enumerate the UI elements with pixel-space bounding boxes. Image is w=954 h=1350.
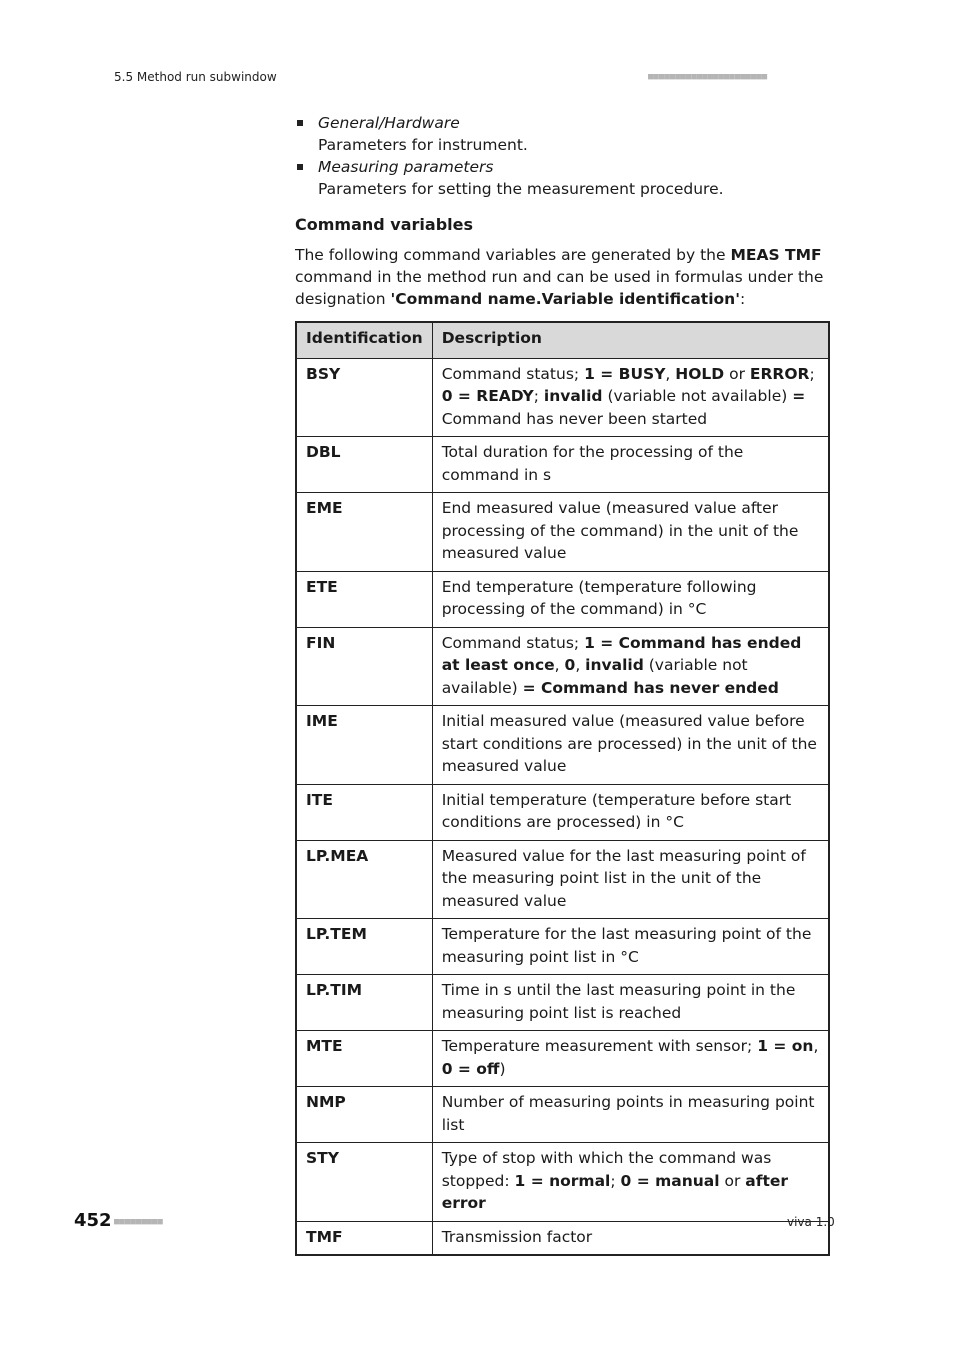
description-text: , <box>813 1037 819 1055</box>
table-row <box>296 1221 829 1255</box>
table-row <box>296 706 829 785</box>
description-emphasis: 1 = on <box>757 1037 814 1055</box>
table-row <box>296 919 829 975</box>
description-text: Temperature for the last measuring point of the measuring point list in °C <box>441 925 812 966</box>
description-text: Time in s until the last measuring point in the measuring point list is reached <box>441 981 796 1022</box>
variable-id: DBL <box>296 437 432 493</box>
command-variables-table <box>295 321 830 1256</box>
table-header-row <box>296 322 829 358</box>
column-header-identification: Identification <box>296 322 432 358</box>
description-text: Command status; <box>441 633 585 652</box>
variable-description <box>432 437 829 493</box>
intro-text: command in the method run and can be used in formulas under the designation <box>295 268 824 308</box>
description-text: or <box>724 364 750 383</box>
intro-text: The following command variables are generated by the <box>295 246 731 264</box>
table-row <box>296 975 829 1031</box>
list-item-term: General/Hardware <box>318 114 460 132</box>
description-emphasis: 1 = BUSY <box>584 364 666 383</box>
description-text: Initial measured value (measured value before start conditions are processed) in the unit of the measured value <box>441 712 817 775</box>
description-emphasis: = <box>792 387 806 405</box>
description-text: , <box>665 364 676 383</box>
table-row <box>296 784 829 840</box>
description-emphasis: 1 = normal <box>514 1171 611 1190</box>
description-text: Number of measuring points in measuring point list <box>441 1093 815 1134</box>
description-text: Total duration for the processing of the command in s <box>441 443 744 484</box>
variable-description <box>432 627 829 706</box>
description-text: ; <box>809 364 815 383</box>
list-item <box>295 156 829 200</box>
description-text: Transmission factor <box>441 1227 593 1246</box>
intro-designation: 'Command name.Variable identification' <box>390 290 740 308</box>
running-header-section: 5.5 Method run subwindow <box>114 70 277 84</box>
description-emphasis: invalid <box>543 387 603 405</box>
intro-command-name: MEAS TMF <box>730 246 822 264</box>
variable-description <box>432 1143 829 1222</box>
description-emphasis: = Command has never ended <box>522 678 779 697</box>
description-emphasis: 0 = off <box>441 1059 500 1078</box>
variable-id: LP.MEA <box>296 840 432 919</box>
product-version: viva 1.0 <box>787 1215 835 1229</box>
list-item-desc: Parameters for instrument. <box>318 136 528 154</box>
description-text: ; <box>610 1171 621 1190</box>
table-row <box>296 627 829 706</box>
description-text: End temperature (temperature following processing of the command) in °C <box>441 577 757 618</box>
table-row <box>296 1143 829 1222</box>
footer-decoration: ■■■■■■■■■ <box>114 1217 163 1227</box>
description-text: Command has never been started <box>441 409 708 428</box>
variable-id: BSY <box>296 358 432 437</box>
section-title: Command variables <box>295 215 473 234</box>
description-text: , <box>575 656 586 674</box>
table-row <box>296 358 829 437</box>
variable-id: LP.TEM <box>296 919 432 975</box>
description-text: or <box>719 1171 746 1190</box>
intro-text: : <box>739 290 746 308</box>
variable-id: STY <box>296 1143 432 1222</box>
description-text: Temperature measurement with sensor; <box>441 1037 758 1055</box>
variable-description <box>432 1031 829 1087</box>
description-text: (variable not available) <box>602 387 793 405</box>
page-content <box>295 112 829 1256</box>
list-item-desc: Parameters for setting the measurement procedure. <box>318 180 724 198</box>
table-row <box>296 437 829 493</box>
description-emphasis: 0 = manual <box>620 1171 720 1190</box>
description-text: End measured value (measured value after processing of the command) in the unit of the measured value <box>441 499 799 562</box>
table-row <box>296 571 829 627</box>
page-number: 452 <box>74 1210 112 1231</box>
variable-id: NMP <box>296 1087 432 1143</box>
intro-paragraph <box>295 244 829 310</box>
table-row <box>296 1031 829 1087</box>
list-item <box>295 112 829 156</box>
variable-id: IME <box>296 706 432 785</box>
description-text: Command status; <box>441 364 585 383</box>
description-emphasis: 0 = READY <box>441 387 534 405</box>
variable-description <box>432 975 829 1031</box>
description-emphasis: 0 <box>564 656 576 674</box>
description-text: (variable not available) <box>441 656 748 697</box>
table-row <box>296 1087 829 1143</box>
table-body <box>296 358 829 1255</box>
variable-description <box>432 1221 829 1255</box>
description-emphasis: 1 = Command has ended at least once <box>441 633 802 674</box>
variable-id: TMF <box>296 1221 432 1255</box>
variable-description <box>432 840 829 919</box>
variable-description <box>432 493 829 572</box>
description-text: Measured value for the last measuring point of the measuring point list in the unit of the measured value <box>441 846 806 910</box>
variable-description <box>432 571 829 627</box>
variable-id: EME <box>296 493 432 572</box>
variable-id: MTE <box>296 1031 432 1087</box>
description-text: ) <box>499 1059 506 1078</box>
variable-description <box>432 358 829 437</box>
parameter-list <box>295 112 829 200</box>
variable-description <box>432 919 829 975</box>
description-emphasis: invalid <box>585 656 644 674</box>
column-header-description: Description <box>432 322 829 358</box>
list-item-term: Measuring parameters <box>318 158 494 176</box>
description-text: Initial temperature (temperature before start conditions are processed) in °C <box>441 790 792 831</box>
table-row <box>296 493 829 572</box>
description-emphasis: after error <box>441 1171 789 1212</box>
description-text: Type of stop with which the command was stopped: <box>441 1149 772 1190</box>
variable-description <box>432 784 829 840</box>
bullet-icon <box>297 120 303 126</box>
description-text: , <box>554 656 565 674</box>
description-emphasis: HOLD <box>675 364 725 383</box>
description-text: ; <box>533 387 544 405</box>
variable-id: FIN <box>296 627 432 706</box>
bullet-icon <box>297 164 303 170</box>
variable-id: ETE <box>296 571 432 627</box>
variable-id: LP.TIM <box>296 975 432 1031</box>
header-decoration: ■■■■■■■■■■■■■■■■■■■■■■ <box>648 72 768 82</box>
table-row <box>296 840 829 919</box>
variable-description <box>432 706 829 785</box>
description-emphasis: ERROR <box>749 364 810 383</box>
variable-id: ITE <box>296 784 432 840</box>
variable-description <box>432 1087 829 1143</box>
